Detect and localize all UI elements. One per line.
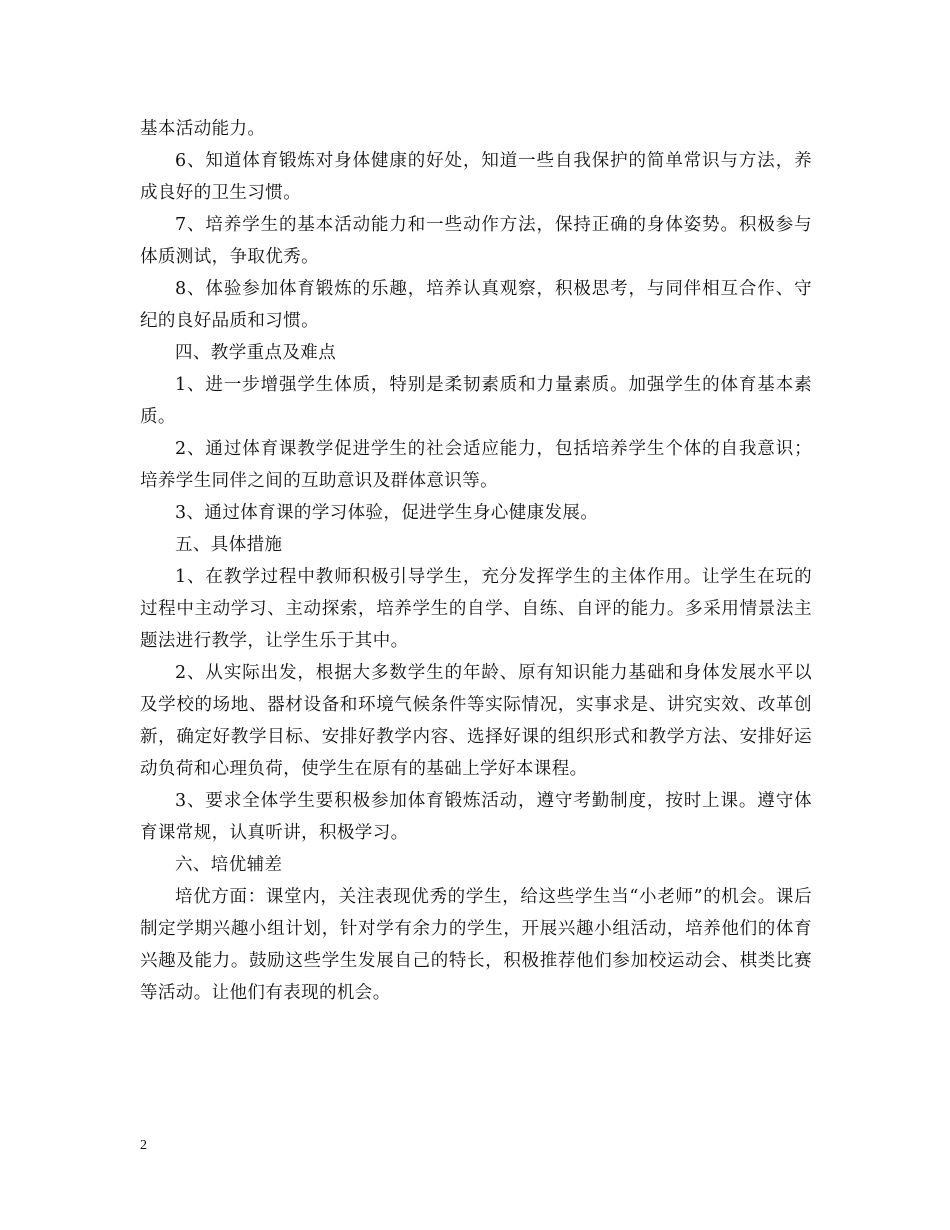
- paragraph-item-6: 6、知道体育锻炼对身体健康的好处，知道一些自我保护的简单常识与方法，养成良好的卫生习惯。: [140, 151, 812, 203]
- section-heading-5: 五、具体措施: [175, 535, 283, 555]
- paragraph-item-8: 8、体验参加体育锻炼的乐趣，培养认真观察，积极思考，与同伴相互合作、守纪的良好品质和习惯。: [140, 279, 812, 331]
- document-body: [140, 113, 812, 1009]
- paragraph-key-point-1: 1、进一步增强学生体质，特别是柔韧素质和力量素质。加强学生的体育基本素质。: [140, 375, 812, 427]
- page-number: 2: [140, 1138, 147, 1153]
- paragraph-measure-1: 1、在教学过程中教师积极引导学生，充分发挥学生的主体作用。让学生在玩的过程中主动学习、主动探索，培养学生的自学、自练、自评的能力。多采用情景法主题法进行教学，让学生乐于其中。: [140, 567, 812, 651]
- paragraph-key-point-3: 3、通过体育课的学习体验，促进学生身心健康发展。: [175, 503, 599, 523]
- section-heading-6: 六、培优辅差: [175, 855, 283, 875]
- paragraph-key-point-2: 2、通过体育课教学促进学生的社会适应能力，包括培养学生个体的自我意识；培养学生同伴之间的互助意识及群体意识等。: [140, 439, 812, 491]
- paragraph-item-7: 7、培养学生的基本活动能力和一些动作方法，保持正确的身体姿势。积极参与体质测试，争取优秀。: [140, 215, 812, 267]
- section-heading-4: 四、教学重点及难点: [175, 343, 337, 363]
- paragraph-excellence: 培优方面：课堂内，关注表现优秀的学生，给这些学生当“小老师”的机会。课后制定学期兴趣小组计划，针对学有余力的学生，开展兴趣小组活动，培养他们的体育兴趣及能力。鼓励这些学生发展自己的特长，积极推荐他们参加校运动会、棋类比赛等活动。让他们有表现的机会。: [140, 887, 812, 1003]
- paragraph-continuation: 基本活动能力。: [140, 119, 266, 139]
- paragraph-measure-2: 2、从实际出发，根据大多数学生的年龄、原有知识能力基础和身体发展水平以及学校的场地、器材设备和环境气候条件等实际情况，实事求是、讲究实效、改革创新，确定好教学目标、安排好教学内容、选择好课的组织形式和教学方法、安排好运动负荷和心理负荷，使学生在原有的基础上学好本课程。: [140, 663, 812, 779]
- paragraph-measure-3: 3、要求全体学生要积极参加体育锻炼活动，遵守考勤制度，按时上课。遵守体育课常规，认真听讲，积极学习。: [140, 791, 812, 843]
